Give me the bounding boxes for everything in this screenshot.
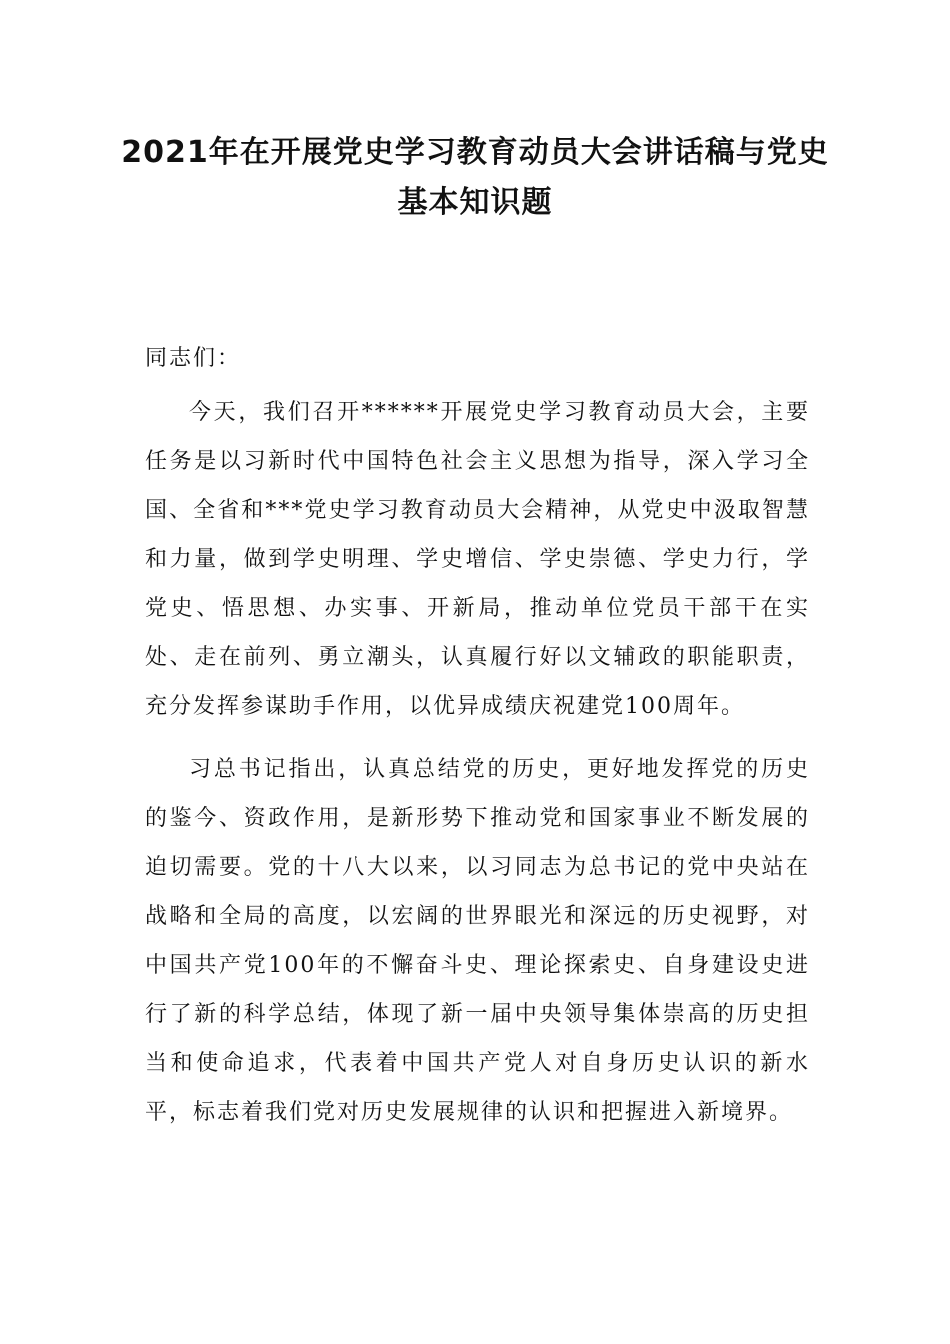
paragraph-1-block bbox=[145, 388, 810, 731]
salutation: 同志们： bbox=[145, 346, 242, 371]
paragraph-2-block bbox=[145, 745, 810, 1137]
paragraph: 习总书记指出，认真总结党的历史，更好地发挥党的历史的鉴今、资政作用，是新形势下推动党和国家事业不断发展的迫切需要。党的十八大以来，以习同志为总书记的党中央站在战略和全局的高度，以宏阔的世界眼光和深远的历史视野，对中国共产党100年的不懈奋斗史、理论探索史、自身建设史进行了新的科学总结，体现了新一届中央领导集体崇高的历史担当和使命追求，代表着中国共产党人对自身历史认识的新水平，标志着我们党对历史发展规律的认识和把握进入新境界。 bbox=[145, 757, 810, 1125]
paragraph: 今天，我们召开******开展党史学习教育动员大会，主要任务是以习新时代中国特色社会主义思想为指导，深入学习全国、全省和***党史学习教育动员大会精神，从党史中汲取智慧和力量，做到学史明理、学史增信、学史崇德、学史力行，学党史、悟思想、办实事、开新局，推动单位党员干部干在实处、走在前列、勇立潮头，认真履行好以文辅政的职能职责，充分发挥参谋助手作用，以优异成绩庆祝建党100周年。 bbox=[145, 400, 810, 719]
title-line-1: 2021年在开展党史学习教育动员大会讲话稿与党史 bbox=[121, 135, 829, 170]
title-line-2: 基本知识题 bbox=[397, 185, 553, 220]
document-title bbox=[120, 128, 830, 228]
